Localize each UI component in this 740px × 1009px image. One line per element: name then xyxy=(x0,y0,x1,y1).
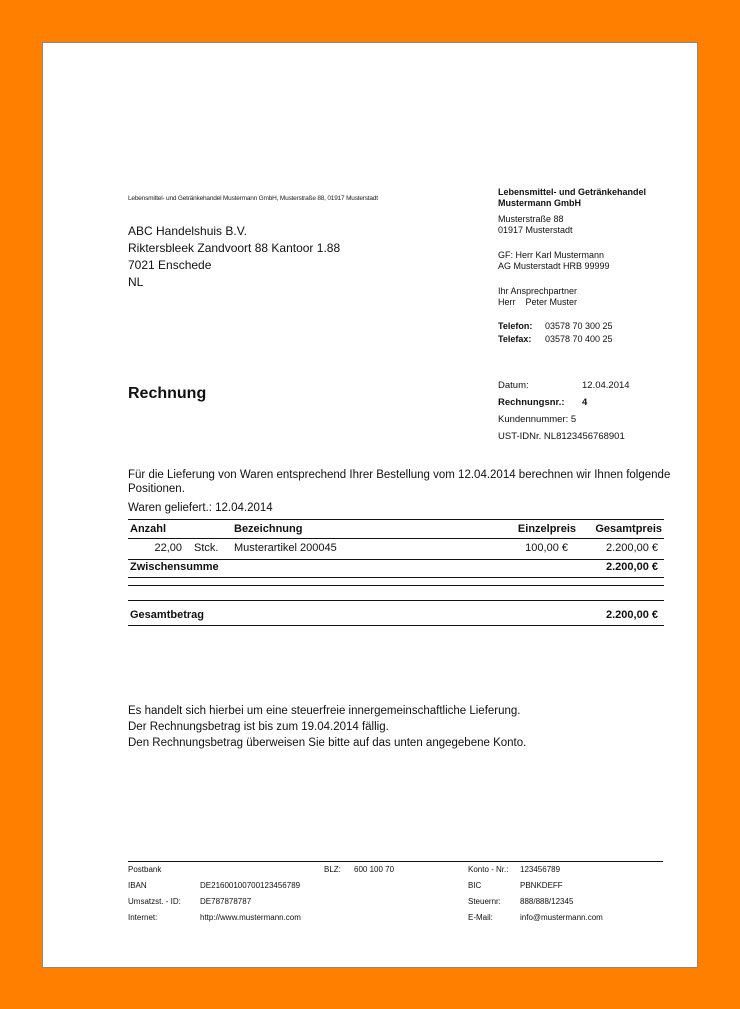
footer-divider xyxy=(128,861,663,862)
customer-no xyxy=(498,413,630,430)
web-label: Internet: xyxy=(128,913,158,922)
divider xyxy=(128,625,664,626)
contact-label: Ihr Ansprechpartner xyxy=(498,286,578,296)
iban-value: DE21600100700123456789 xyxy=(200,881,301,890)
konto-value: 123456789 xyxy=(520,865,561,874)
company-gf: GF: Herr Karl Mustermann xyxy=(498,250,605,260)
customer-no-label: Kundennummer: xyxy=(498,414,569,425)
company-register: AG Musterstadt HRB 99999 xyxy=(498,261,610,271)
row-qty: 22,00 xyxy=(154,542,182,554)
subtotal-label: Zwischensumme xyxy=(130,561,219,573)
recipient-line: ABC Handelshuis B.V. xyxy=(128,224,247,238)
row-total: 2.200,00 € xyxy=(606,542,658,554)
phone-table xyxy=(498,320,613,346)
email-label: E-Mail: xyxy=(468,913,493,922)
delivery-date: Waren geliefert.: 12.04.2014 xyxy=(128,502,273,514)
col-desc: Bezeichnung xyxy=(232,520,484,539)
fax-value: 03578 70 400 25 xyxy=(545,334,613,344)
company-info xyxy=(498,187,646,346)
table-header-row xyxy=(128,520,664,539)
grand-total-value: 2.200,00 € xyxy=(606,609,658,621)
company-city: 01917 Musterstadt xyxy=(498,225,573,235)
divider xyxy=(128,559,664,560)
vat-id xyxy=(498,430,630,447)
iban-label: IBAN xyxy=(128,881,147,890)
invoice-no-label: Rechnungsnr.: xyxy=(498,397,565,408)
note-line: Den Rechnungsbetrag überweisen Sie bitte auf das unten angegebene Konto. xyxy=(128,737,527,749)
divider xyxy=(128,600,664,601)
invoice-meta xyxy=(498,379,630,447)
web-link[interactable]: http://www.mustermann.com xyxy=(200,913,301,922)
table-row xyxy=(128,539,664,558)
intro-text: Für die Lieferung von Waren entsprechend Ihrer Bestellung vom 12.04.2014 berechnen wir Ihnen folgende Positionen. xyxy=(128,469,671,495)
bic-label: BIC xyxy=(468,881,482,890)
subtotal-value: 2.200,00 € xyxy=(606,561,658,573)
col-total: Gesamtpreis xyxy=(578,520,664,539)
contact-name: Herr Peter Muster xyxy=(498,297,578,307)
recipient-line: NL xyxy=(128,275,144,289)
vat-value: NL8123456768901 xyxy=(543,431,625,442)
recipient-line: Riktersbleek Zandvoort 88 Kantoor 1.88 xyxy=(128,241,341,255)
row-unit: Stck. xyxy=(194,542,219,554)
bic-value: PBNKDEFF xyxy=(520,881,563,890)
note-line: Es handelt sich hierbei um eine steuerfreie innergemeinschaftliche Lieferung. xyxy=(128,705,521,717)
ust-label: Umsatzst. - ID: xyxy=(128,897,181,906)
customer-no-value: 5 xyxy=(570,414,577,425)
sender-return-line: Lebensmittel- und Getränkehandel Mustermann GmbH, Musterstraße 88, 01917 Musterstadt xyxy=(128,195,378,202)
invoice-no-value: 4 xyxy=(582,397,588,408)
phone-label: Telefon: xyxy=(498,321,533,331)
grand-total-label: Gesamtbetrag xyxy=(130,609,204,621)
company-name: Lebensmittel- und Getränkehandel xyxy=(498,187,647,197)
col-price: Einzelpreis xyxy=(484,520,578,539)
blz-label: BLZ: xyxy=(324,865,341,874)
items-table xyxy=(128,519,664,557)
divider xyxy=(128,577,664,578)
note-line: Der Rechnungsbetrag ist bis zum 19.04.2014 fällig. xyxy=(128,721,389,733)
vat-label: UST-IDNr. xyxy=(498,431,542,442)
notes xyxy=(128,703,526,751)
row-desc: Musterartikel 200045 xyxy=(234,542,337,554)
divider xyxy=(128,585,664,586)
company-name: Mustermann GmbH xyxy=(498,198,582,208)
col-qty: Anzahl xyxy=(128,520,192,539)
row-price: 100,00 € xyxy=(525,542,568,554)
document-title: Rechnung xyxy=(128,385,207,402)
date-value: 12.04.2014 xyxy=(582,380,630,391)
steuer-label: Steuernr: xyxy=(468,897,501,906)
blz-value: 600 100 70 xyxy=(354,865,395,874)
ust-value: DE787878787 xyxy=(200,897,252,906)
email-link[interactable]: info@mustermann.com xyxy=(520,913,603,922)
company-street: Musterstraße 88 xyxy=(498,214,564,224)
recipient-address xyxy=(128,223,340,291)
invoice-page xyxy=(42,42,698,968)
steuer-value: 888/888/12345 xyxy=(520,897,574,906)
fax-label: Telefax: xyxy=(498,334,532,344)
date-label: Datum: xyxy=(498,380,529,391)
phone-value: 03578 70 300 25 xyxy=(545,321,613,331)
col-unit xyxy=(192,520,232,539)
recipient-line: 7021 Enschede xyxy=(128,258,212,272)
bank-label: Postbank xyxy=(128,865,162,874)
konto-label: Konto - Nr.: xyxy=(468,865,509,874)
